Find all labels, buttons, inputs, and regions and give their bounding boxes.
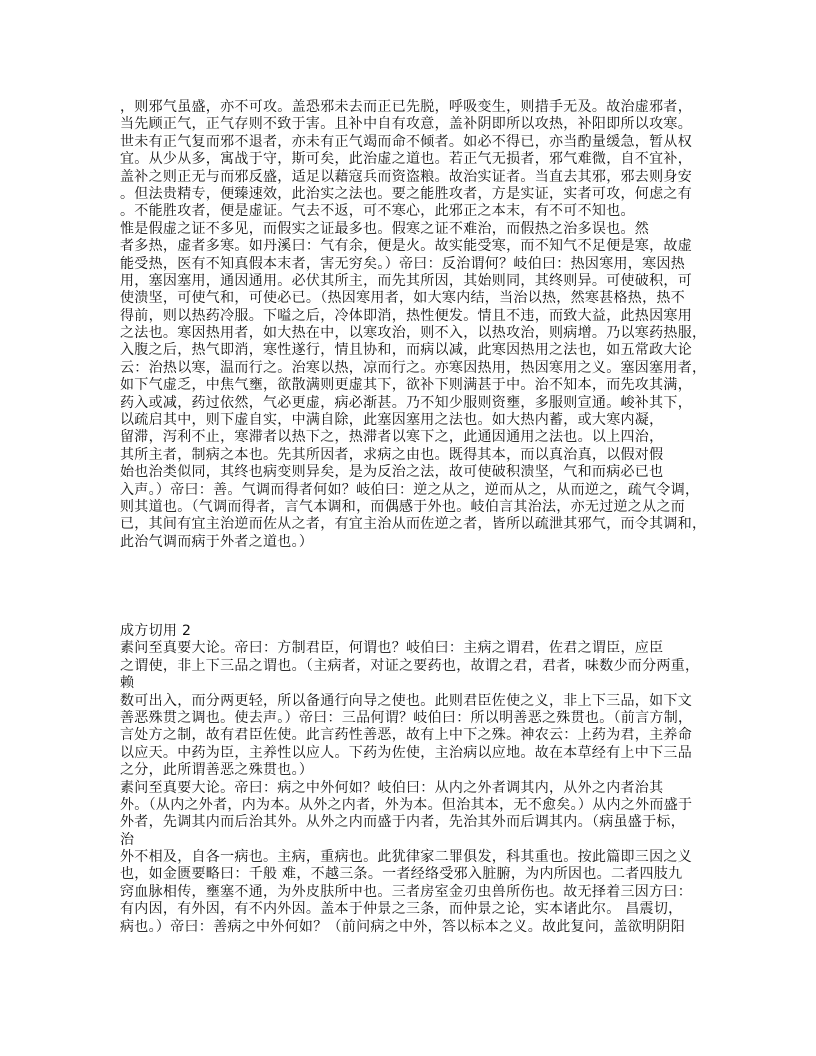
text-line: 能受热，医有不知真假本末者，害无穷矣。）帝曰：反治谓何？岐伯曰：热因寒用，寒因热: [120, 255, 685, 272]
text-line: 之谓使，非上下三品之谓也。（主病者，对证之要药也，故谓之君，君者，味数少而分两重，: [120, 657, 700, 674]
text-line: 言处方之制，故有君臣佐使。此言药性善恶，故有上中下之殊。神农云：上药为君，主养命: [120, 727, 692, 744]
text-line: 也，如金匮要略曰：千般 难，不越三条。一者经络受邪入脏腑，为内所因也。二者四肢九: [120, 866, 683, 883]
text-line: 之分，此所谓善恶之殊贯也。）: [120, 762, 314, 779]
text-line: 者多热，虚者多寒。如丹溪曰：气有余，便是火。故实能受寒，而不知气不足便是寒，故虚: [120, 238, 692, 255]
text-line: 以应天。中药为臣，主养性以应人。下药为佐使，主治病以应地。故在本草经有上中下三品: [120, 744, 692, 761]
text-line: 素问至真要大论。帝曰：病之中外何如？岐伯曰：从内之外者调其内，从外之内者治其: [120, 779, 664, 796]
text-line: 则其道也。（气调而得者，言气本调和，而偶感于外也。岐伯言其治法，亦无过逆之从之而: [120, 498, 685, 515]
text-line: 惟是假虚之证不多见，而假实之证最多也。假寒之证不难治，而假热之治多误也。然: [120, 220, 650, 237]
text-line: 已，其间有宜主治逆而佐从之者，有宜主治从而佐逆之者，皆所以疏泄其邪气，而令其调和，: [120, 516, 707, 533]
text-line: 外。（从内之外者，内为本。从外之内者，外为本。但治其本，无不愈矣。）从内之外而盛于: [120, 796, 693, 813]
text-line: 外不相及，自各一病也。主病，重病也。此犹律家二罪俱发，科其重也。按此篇即三因之义: [120, 849, 692, 866]
text-line: 始也治类似同，其终也病变则异矣，是为反治之法，故可使破积溃坚，气和而病必已也: [120, 464, 664, 481]
text-line: 之法也。寒因热用者，如大热在中，以寒攻治，则不入，以热攻治，则病增。乃以寒药热服，: [120, 325, 707, 342]
text-line: 。但法贵精专，便臻速效，此治实之法也。要之能胜攻者，方是实证，实者可攻，何虑之有: [120, 185, 692, 202]
text-line: 此治气调而病于外者之道也。）: [120, 533, 314, 550]
text-line: 有内因，有外因，有不内外因。盖本于仲景之三条，而仲景之论，实本诸此尔。 昌震切，: [120, 901, 683, 918]
text-line: 得前，则以热药冷服。下嗌之后，冷体即消，热性便发。情且不违，而致大益，此热因寒用: [120, 307, 692, 324]
text-line: 入腹之后，热气即消，寒性遂行，情且协和，而病以减，此寒因热用之法也，如五常政大论: [120, 342, 692, 359]
text-line: 赖: [120, 675, 135, 692]
text-line: 药入或减，药过依然，气必更虚，病必渐甚。乃不知少服则资壅，多服则宣通。峻补其下，: [120, 394, 692, 411]
text-line: 使溃坚，可使气和，可使必已。（热因寒用者，如大寒内结，当治以热，然寒甚格热，热不: [120, 290, 685, 307]
text-line: 盖补之则正无与而邪反盛，适足以藉寇兵而资盗粮。故治实证者。当直去其邪，邪去则身安: [120, 168, 692, 185]
text-line: 其所主者，制病之本也。先其所因者，求病之由也。既得其本，而以真治真，以假对假: [120, 446, 664, 463]
text-line: 素问至真要大论。帝曰：方制君臣，何谓也？岐伯曰：主病之谓君，佐君之谓臣，应臣: [120, 640, 664, 657]
text-line: 。不能胜攻者，便是虚证。气去不返，可不寒心，此邪正之本末，有不可不知也。: [120, 203, 635, 220]
text-line: 窍血脉相传，壅塞不通，为外皮肤所中也。三者房室金刃虫兽所伤也。故无择着三因方曰：: [120, 883, 692, 900]
text-line: ，则邪气虽盛，亦不可攻。盖恐邪未去而正已先脱，呼吸变生，则措手无及。故治虚邪者，: [120, 99, 692, 115]
text-line: 外者，先调其内而后治其外。从外之内而盛于内者，先治其外而后调其内。（病虽盛于标，: [120, 814, 685, 831]
text-line: 数可出入，而分两更轻，所以备通行向导之使也。此则君臣佐使之义，非上下三品，如下文: [120, 692, 692, 709]
text-section-2: [120, 623, 720, 936]
text-line: 如下气虚乏，中焦气壅，欲散满则更虚其下，欲补下则满甚于中。治不知本，而先攻其满，: [120, 377, 692, 394]
text-line: 云：治热以寒，温而行之。治寒以热，凉而行之。亦寒因热用，热因寒用之义。塞因塞用者，: [120, 359, 707, 376]
text-line: 留滞，泻利不止，寒滞者以热下之，热滞者以寒下之，此通因通用之法也。以上四治，: [120, 429, 664, 446]
text-section-1: [120, 99, 720, 551]
text-line: 宜。从少从多，寓战于守，斯可矣，此治虚之道也。若正气无损者，邪气难微，自不宜补，: [120, 151, 692, 168]
text-line: 当先顾正气，正气存则不致于害。且补中自有攻意，盖补阴即所以攻热，补阳即所以攻寒。: [120, 116, 692, 133]
text-line: 治: [120, 831, 135, 848]
text-line: 入声。）帝曰：善。气调而得者何如？岐伯曰：逆之从之，逆而从之，从而逆之，疏气令调，: [120, 481, 700, 498]
text-line: 世未有正气复而邪不退者，亦未有正气竭而命不倾者。如必不得已，亦当酌量缓急，暂从权: [120, 133, 692, 150]
text-line: 善恶殊贯之调也。使去声。）帝曰：三品何谓？岐伯曰：所以明善恶之殊贯也。（前言方制，: [120, 709, 693, 726]
text-line: 用，塞因塞用，通因通用。必伏其所主，而先其所因，其始则同，其终则异。可使破积，可: [120, 272, 692, 289]
text-line: 以疏启其中，则下虚自实，中满自除，此塞因塞用之法也。如大热内蓄，或大寒内凝，: [120, 412, 664, 429]
section-title: 成方切用 2: [120, 623, 192, 639]
text-line: 病也。）帝曰：善病之中外何如？（前问病之中外，答以标本之义。故此复问，盖欲明阴阳: [120, 918, 685, 935]
